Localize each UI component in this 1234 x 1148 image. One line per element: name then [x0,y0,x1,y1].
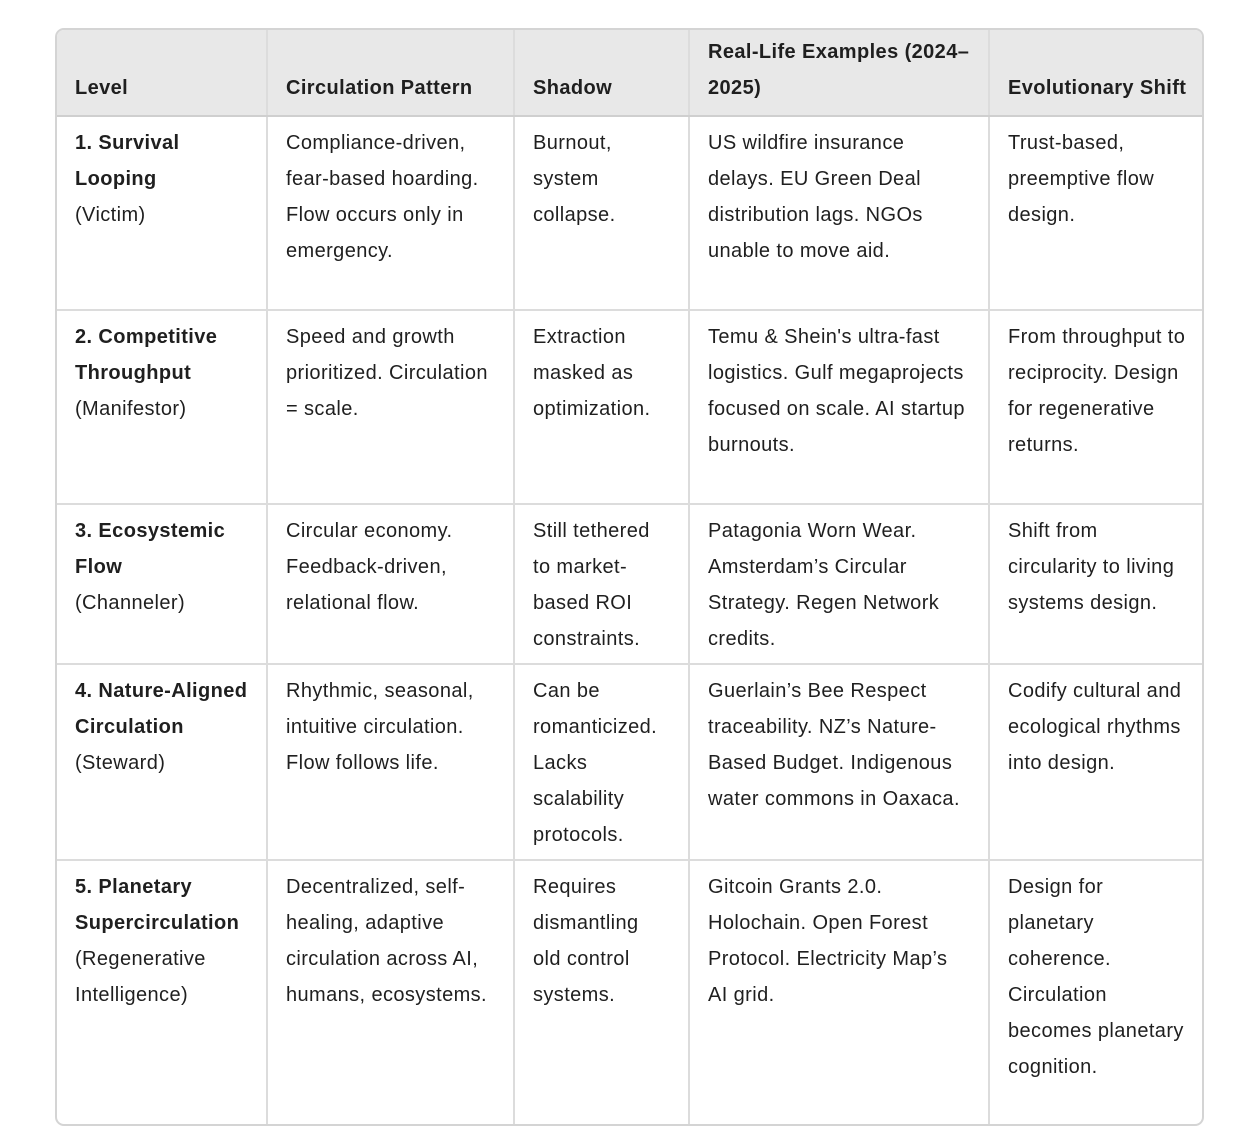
level-title: 4. Nature-Aligned Circulation [75,680,248,738]
level-subtitle: (Manifestor) [75,398,187,420]
level-subtitle: (Steward) [75,752,166,774]
examples-cell: Gitcoin Grants 2.0. Holochain. Open Forest Protocol. Electricity Map’s AI grid. [689,860,989,1124]
header-row [57,30,1204,116]
table-row [57,504,1204,664]
shift-cell: Codify cultural and ecological rhythms into design. [989,664,1204,860]
level-title: 3. Ecosystemic Flow [75,520,226,578]
table-row [57,310,1204,504]
examples-cell: Patagonia Worn Wear. Amsterdam’s Circular Strategy. Regen Network credits. [689,504,989,664]
header-level: Level [57,30,267,116]
table-header [57,30,1204,116]
level-cell [57,116,267,310]
shadow-cell: Requires dismantling old control systems. [514,860,689,1124]
shift-cell: Shift from circularity to living systems design. [989,504,1204,664]
header-shadow: Shadow [514,30,689,116]
header-evolutionary-shift: Evolutionary Shift [989,30,1204,116]
level-subtitle: (Victim) [75,204,146,226]
shadow-cell: Burnout, system collapse. [514,116,689,310]
shadow-cell: Can be romanticized. Lacks scalability protocols. [514,664,689,860]
level-cell [57,310,267,504]
examples-cell: Temu & Shein's ultra-fast logistics. Gulf megaprojects focused on scale. AI startup burnouts. [689,310,989,504]
level-title: 2. Competitive Throughput [75,326,218,384]
level-cell [57,504,267,664]
header-real-life-examples: Real-Life Examples (2024–2025) [689,30,989,116]
shift-cell: Trust-based, preemptive flow design. [989,116,1204,310]
level-subtitle: (Channeler) [75,592,186,614]
pattern-cell: Decentralized, self-healing, adaptive circulation across AI, humans, ecosystems. [267,860,514,1124]
shift-cell: Design for planetary coherence. Circulation becomes planetary cognition. [1008,876,1184,1078]
levels-table [57,30,1204,1124]
examples-cell: US wildfire insurance delays. EU Green Deal distribution lags. NGOs unable to move aid. [689,116,989,310]
header-circulation-pattern: Circulation Pattern [267,30,514,116]
level-title: 1. Survival Looping [75,132,180,190]
pattern-cell: Compliance-driven, fear-based hoarding. Flow occurs only in emergency. [267,116,514,310]
examples-cell: Guerlain’s Bee Respect traceability. NZ’s Nature-Based Budget. Indigenous water commons in Oaxaca. [689,664,989,860]
table-row [57,116,1204,310]
comparison-table [55,28,1204,1126]
level-subtitle: (Regenerative Intelligence) [75,948,206,1006]
table-body [57,116,1204,1124]
shadow-cell: Extraction masked as optimization. [514,310,689,504]
level-title: 5. Planetary Supercirculation [75,876,240,934]
pattern-cell: Rhythmic, seasonal, intuitive circulation. Flow follows life. [267,664,514,860]
level-cell [57,664,267,860]
shadow-cell: Still tethered to market-based ROI constraints. [514,504,689,664]
level-cell [57,860,267,1124]
table-row [57,664,1204,860]
pattern-cell: Speed and growth prioritized. Circulation = scale. [267,310,514,504]
table-row [57,860,1204,1124]
shift-cell: From throughput to reciprocity. Design for regenerative returns. [989,310,1204,504]
pattern-cell: Circular economy. Feedback-driven, relational flow. [267,504,514,664]
